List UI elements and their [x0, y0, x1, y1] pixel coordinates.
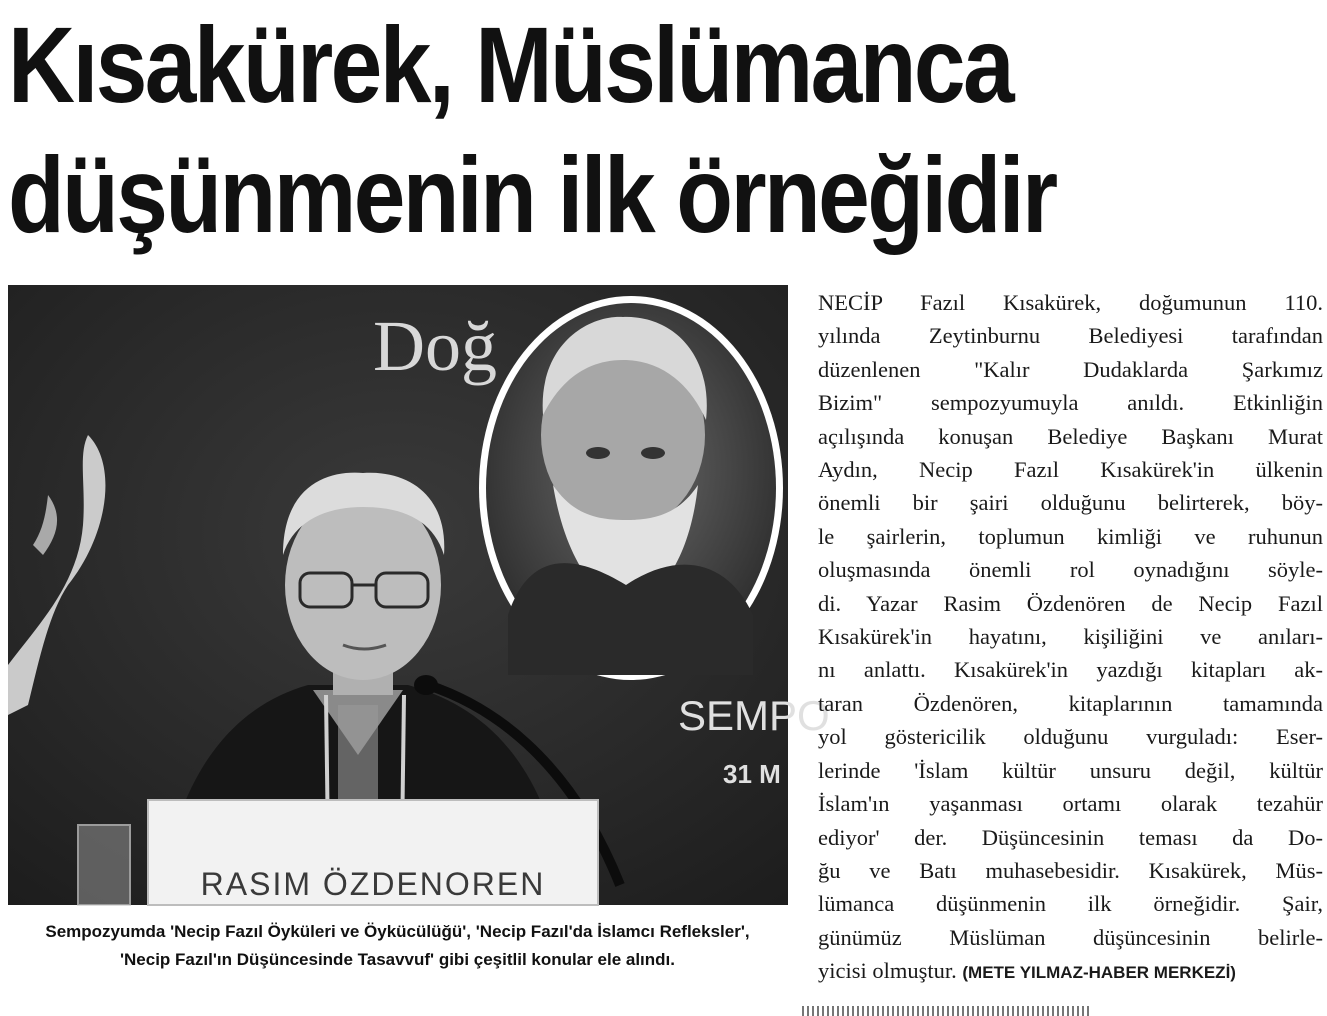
- backdrop-text: Doğ: [373, 306, 497, 386]
- article-line: açılışında konuşan Belediye Başkanı Murat: [818, 423, 1323, 449]
- photo-caption: [0, 918, 795, 974]
- article-line: düzenlenen "Kalır Dudaklarda Şarkımız: [818, 356, 1323, 382]
- article-line: ğu ve Batı muhasebesidir. Kısakürek, Müs-: [818, 857, 1323, 883]
- article-line: Bizim" sempozyumuyla anıldı. Etkinliğin: [818, 390, 1323, 416]
- article-line: yol göstericilik olduğunu vurguladı: Eser-: [818, 724, 1323, 750]
- article-line: le şairlerin, toplumun kimliği ve ruhunun: [818, 523, 1323, 549]
- article-line: ediyor' der. Düşüncesinin teması da Do-: [818, 824, 1323, 850]
- headline: [8, 0, 1139, 260]
- article-line: Aydın, Necip Fazıl Kısakürek'in ülkenin: [818, 457, 1323, 483]
- event-photo-image: [8, 285, 830, 905]
- event-photo: [8, 285, 830, 905]
- caption-line-2: 'Necip Fazıl'ın Düşüncesinde Tasavvuf' gibi çeşitlil konular ele alındı.: [119, 950, 675, 969]
- article-last-line-text: yicisi olmuştur.: [818, 958, 957, 984]
- article-line: günümüz Müslüman düşüncesinin belirle-: [818, 924, 1323, 950]
- headline-line-1: Kısakürek, Müslümanca: [8, 4, 1013, 125]
- article-line: lerinde 'İslam kültür unsuru değil, kültür: [818, 757, 1323, 783]
- caption-line-1: Sempozyumda 'Necip Fazıl Öyküleri ve Öykücülüğü', 'Necip Fazıl'da İslamcı Refleksler',: [45, 922, 750, 941]
- article-line: İslam'ın yaşanması ortamı olarak tezahür: [818, 791, 1323, 817]
- backdrop-text-2: SEMPO: [678, 692, 830, 739]
- dotted-separator: [802, 1006, 1092, 1016]
- article-line: oluşmasında önemli rol oynadığını söyle-: [818, 557, 1323, 583]
- article-line: önemli bir şairi olduğunu belirterek, böy-: [818, 490, 1323, 516]
- backdrop-date: 31 M: [723, 759, 781, 789]
- article-line: taran Özdenören, kitaplarının tamamında: [818, 690, 1323, 716]
- article-line: lümanca düşünmenin ilk örneğidir. Şair,: [818, 891, 1323, 917]
- article-line: Kısakürek'in hayatını, kişiliğini ve anıları-: [818, 624, 1323, 650]
- article-body: [818, 286, 1323, 990]
- article-line: di. Yazar Rasim Özdenören de Necip Fazıl: [818, 590, 1323, 616]
- article-last-line: [818, 954, 1323, 989]
- byline: (METE YILMAZ-HABER MERKEZİ): [962, 963, 1236, 983]
- headline-line-2: düşünmenin ilk örneğidir: [8, 134, 1056, 255]
- article-line: yılında Zeytinburnu Belediyesi tarafından: [818, 323, 1323, 349]
- article-line: NECİP Fazıl Kısakürek, doğumunun 110.: [818, 290, 1323, 315]
- article-line: nı anlattı. Kısakürek'in yazdığı kitapları ak-: [818, 657, 1323, 683]
- name-plate: RASIM ÖZDENOREN: [200, 866, 546, 902]
